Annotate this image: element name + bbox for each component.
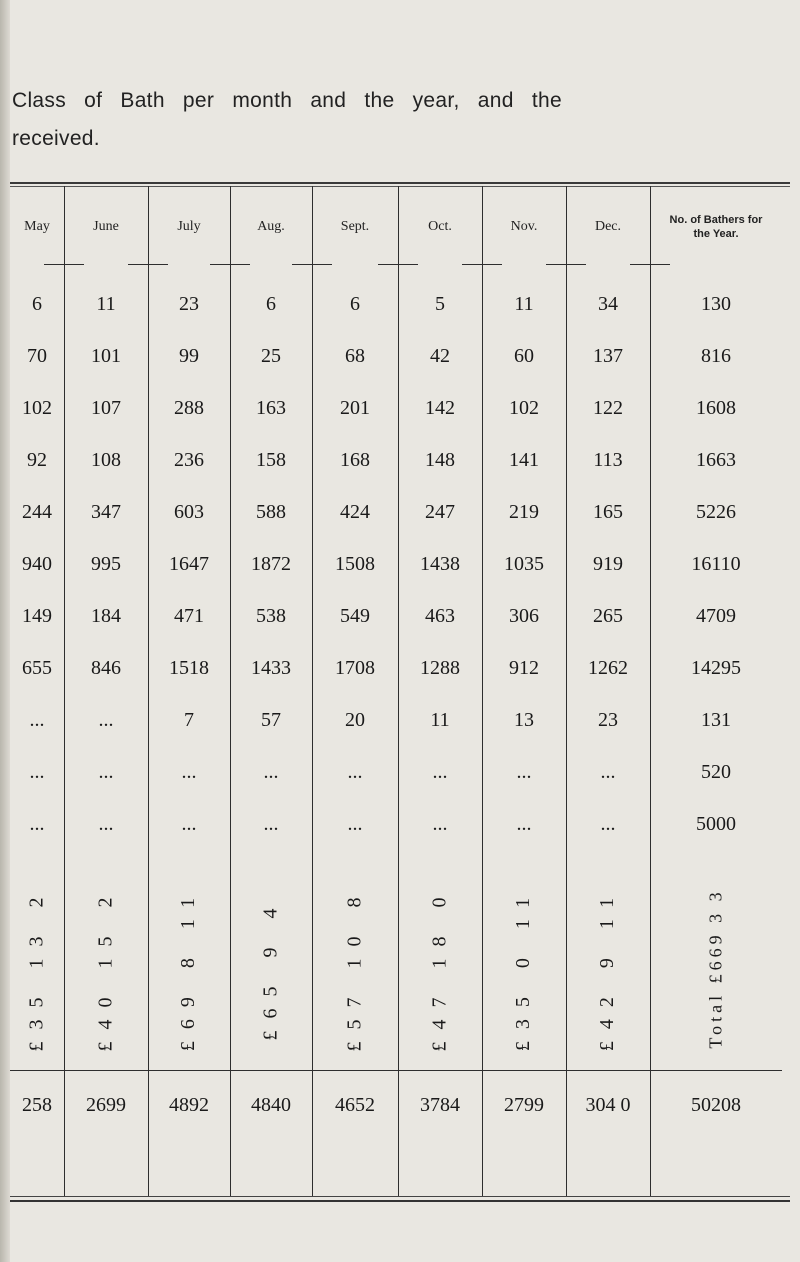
table-cell: 142 [425,396,455,419]
table-cell: ... [29,760,45,783]
table-cell: 236 [174,448,204,471]
table-cell: 131 [701,708,731,731]
column-header: Oct. [428,219,452,234]
table-cell: 219 [509,500,539,523]
table-cell: 92 [27,448,47,471]
table-cell: 23 [179,292,199,315]
table-cell: 122 [593,396,623,419]
column-header: Sept. [340,219,370,234]
table-cell: 102 [22,396,52,419]
header-divider-tick [378,264,418,265]
column-header: May [24,219,50,234]
column-header: Dec. [594,219,622,234]
column-header: Nov. [510,219,538,234]
table-cell: ... [181,812,197,835]
table-cell: 846 [91,656,121,679]
money-cell [398,868,482,1068]
table-top-rule-secondary [10,186,790,187]
table-cell: 148 [425,448,455,471]
table-cell: 11 [430,708,450,731]
header-divider-tick [210,264,250,265]
totals-separator-rule [10,1070,782,1071]
table-cell: ... [98,812,114,835]
total-cell: 304 0 [585,1093,631,1116]
table-heading [12,82,782,158]
table-cell: ... [600,812,616,835]
table-cell: ... [516,812,532,835]
total-cell: 4892 [169,1093,209,1116]
money-cell [566,868,650,1068]
table-cell: 168 [340,448,370,471]
table-cell: 6 [32,292,42,315]
table-cell: 1663 [696,448,736,471]
table-cell: 1708 [335,656,375,679]
money-cell [148,868,230,1068]
money-value: £40 15 2 [94,885,117,1051]
header-divider-tick [44,264,84,265]
header-divider-tick [630,264,670,265]
table-cell: 424 [340,500,370,523]
table-cell: 288 [174,396,204,419]
total-cell: 2799 [504,1093,544,1116]
table-cell: ... [263,812,279,835]
table-cell: 1872 [251,552,291,575]
table-cell: 102 [509,396,539,419]
table-cell: 520 [701,760,731,783]
table-cell: 538 [256,604,286,627]
table-cell: 158 [256,448,286,471]
table-cell: 6 [350,292,360,315]
table-cell: 34 [598,292,618,315]
table-cell: ... [432,760,448,783]
table-cell: 603 [174,500,204,523]
table-cell: 1518 [169,656,209,679]
money-cell [650,868,782,1068]
money-cell [312,868,398,1068]
table-cell: ... [181,760,197,783]
table-cell: 463 [425,604,455,627]
table-bottom-rule-secondary [10,1200,790,1202]
money-value: £65 9 4 [259,896,282,1040]
table-cell: 113 [593,448,623,471]
table-bottom-rule [10,1196,790,1197]
table-cell: 1608 [696,396,736,419]
money-cell [64,868,148,1068]
table-cell: 1508 [335,552,375,575]
table-cell: ... [98,760,114,783]
table-cell: 816 [701,344,731,367]
table-cell: 912 [509,656,539,679]
table-cell: 184 [91,604,121,627]
table-cell: 1288 [420,656,460,679]
header-divider-tick [292,264,332,265]
table-cell: 471 [174,604,204,627]
total-cell: 3784 [420,1093,460,1116]
column-header: July [177,219,201,234]
table-cell: 107 [91,396,121,419]
column-header: Aug. [257,219,285,234]
page-left-edge [0,0,10,1262]
table-cell: 11 [514,292,534,315]
money-cell [10,868,64,1068]
header-divider-tick [462,264,502,265]
table-cell: 4709 [696,604,736,627]
table-cell: 163 [256,396,286,419]
money-cell [482,868,566,1068]
money-value: £47 18 0 [428,885,451,1051]
table-cell: ... [516,760,532,783]
table-cell: 149 [22,604,52,627]
total-cell: 2699 [86,1093,126,1116]
table-cell: 940 [22,552,52,575]
table-cell: 306 [509,604,539,627]
table-cell: 42 [430,344,450,367]
table-cell: 57 [261,708,281,731]
column-header: No. of Bathers for the Year. [669,214,763,240]
table-cell: 5226 [696,500,736,523]
table-cell: 347 [91,500,121,523]
table-cell: 16110 [691,552,741,575]
table-cell: ... [29,708,45,731]
header-divider-tick [546,264,586,265]
money-cell [230,868,312,1068]
table-cell: 588 [256,500,286,523]
table-cell: 244 [22,500,52,523]
table-cell: 141 [509,448,539,471]
table-top-rule [10,182,790,184]
table-cell: 108 [91,448,121,471]
money-value: £35 0 11 [512,885,535,1051]
money-value: £69 8 11 [177,885,200,1051]
table-cell: ... [29,812,45,835]
table-cell: 201 [340,396,370,419]
table-cell: 549 [340,604,370,627]
column-header: June [93,219,119,234]
money-value: £57 10 8 [343,885,366,1051]
heading-line-2: received. [12,127,100,150]
total-cell: 258 [22,1093,52,1116]
table-cell: 130 [701,292,731,315]
table-cell: ... [347,812,363,835]
table-cell: 60 [514,344,534,367]
table-cell: 1262 [588,656,628,679]
table-cell: ... [347,760,363,783]
table-cell: 6 [266,292,276,315]
table-cell: 265 [593,604,623,627]
table-cell: 165 [593,500,623,523]
table-cell: ... [600,760,616,783]
money-value: Total £669 3 3 [705,887,726,1049]
table-cell: 20 [345,708,365,731]
table-cell: 919 [593,552,623,575]
table-cell: 99 [179,344,199,367]
table-cell: 13 [514,708,534,731]
table-cell: 5000 [696,812,736,835]
table-cell: ... [98,708,114,731]
table-cell: 7 [184,708,194,731]
table-cell: 5 [435,292,445,315]
table-cell: 101 [91,344,121,367]
table-cell: 1647 [169,552,209,575]
table-cell: 655 [22,656,52,679]
table-cell: 1433 [251,656,291,679]
table-cell: 25 [261,344,281,367]
table-cell: 137 [593,344,623,367]
table-cell: 23 [598,708,618,731]
table-cell: 70 [27,344,47,367]
table-cell: 14295 [691,656,741,679]
total-cell: 4652 [335,1093,375,1116]
total-cell: 4840 [251,1093,291,1116]
table-cell: 1438 [420,552,460,575]
money-value: £35 13 2 [25,885,48,1051]
table-cell: 995 [91,552,121,575]
heading-line-1: Class of Bath per month and the year, and the [12,89,562,112]
table-cell: 68 [345,344,365,367]
header-divider-tick [128,264,168,265]
total-cell: 50208 [691,1093,741,1116]
table-cell: 11 [96,292,116,315]
table-cell: ... [432,812,448,835]
table-cell: 1035 [504,552,544,575]
money-value: £42 9 11 [596,885,619,1051]
table-cell: 247 [425,500,455,523]
table-cell: ... [263,760,279,783]
